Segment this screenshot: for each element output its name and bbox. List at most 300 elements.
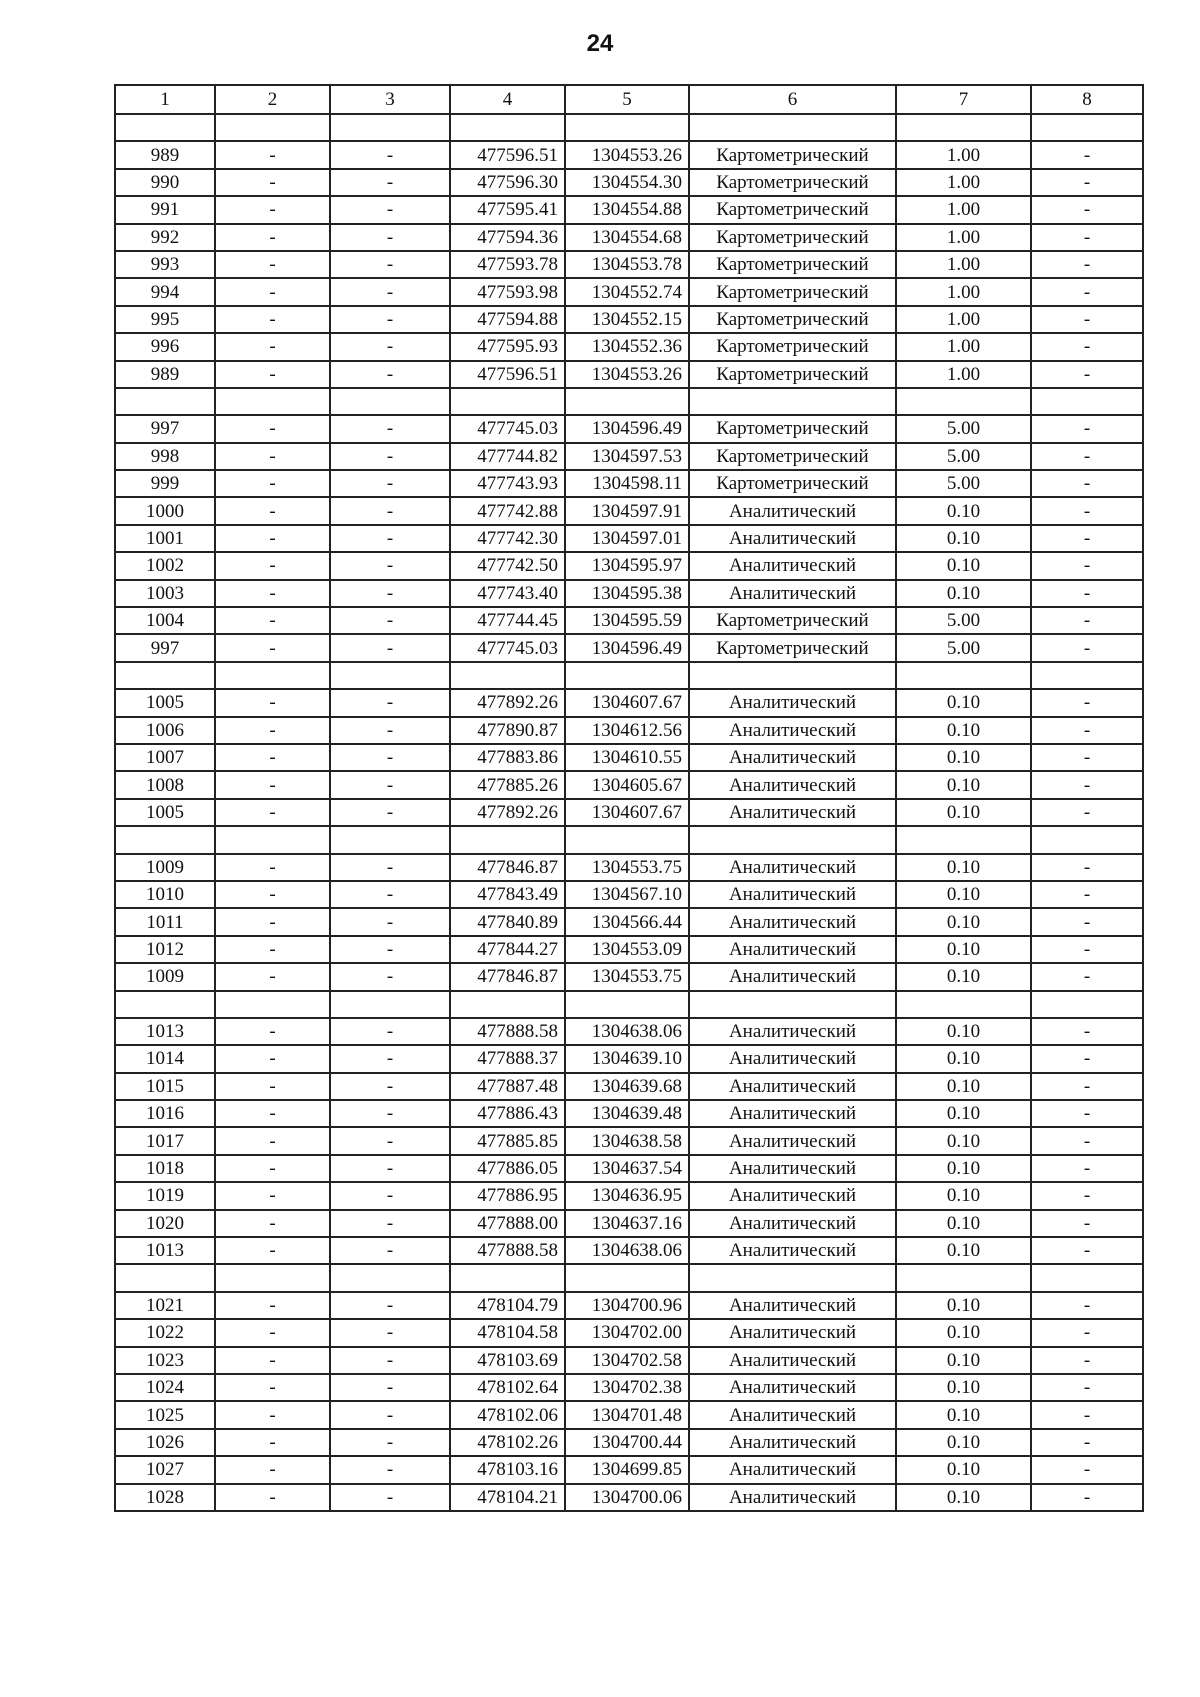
table-cell: Аналитический [689,1401,896,1428]
table-cell: - [330,1127,450,1154]
table-cell: 1304554.68 [565,224,689,251]
table-row [115,854,1143,881]
table-cell: - [330,1347,450,1374]
empty-cell [215,388,330,415]
table-row [115,1018,1143,1045]
table-cell: - [1031,1292,1143,1319]
table-cell: 1015 [115,1073,215,1100]
separator-row [115,662,1143,689]
table-row [115,224,1143,251]
table-cell: 477744.45 [450,607,565,634]
table-cell: 477596.30 [450,169,565,196]
table-cell: 1304597.91 [565,497,689,524]
header-row [115,85,1143,114]
table-cell: 477742.88 [450,497,565,524]
table-cell: Аналитический [689,1319,896,1346]
table-cell: 994 [115,278,215,305]
table-cell: - [215,361,330,388]
table-cell: 1304553.09 [565,936,689,963]
table-cell: 0.10 [896,497,1031,524]
table-row [115,771,1143,798]
table-cell: 0.10 [896,1401,1031,1428]
table-cell: Картометрический [689,361,896,388]
table-row [115,1073,1143,1100]
table-cell: - [215,196,330,223]
table-cell: Аналитический [689,580,896,607]
table-cell: 0.10 [896,1018,1031,1045]
empty-cell [330,826,450,853]
table-cell: - [330,1374,450,1401]
empty-cell [450,388,565,415]
column-header: 7 [896,85,1031,114]
empty-cell [450,1264,565,1291]
table-cell: 997 [115,634,215,661]
table-cell: 1020 [115,1210,215,1237]
table-cell: - [330,1319,450,1346]
table-cell: - [215,1182,330,1209]
table-cell: - [215,1073,330,1100]
table-cell: 0.10 [896,854,1031,881]
empty-cell [450,662,565,689]
table-cell: 1304637.54 [565,1155,689,1182]
table-cell: 0.10 [896,689,1031,716]
table-cell: 0.10 [896,552,1031,579]
table-cell: 1304700.44 [565,1429,689,1456]
table-cell: 1006 [115,717,215,744]
table-cell: 477594.88 [450,306,565,333]
table-cell: - [330,717,450,744]
table-cell: 1.00 [896,224,1031,251]
table-cell: Аналитический [689,1237,896,1264]
table-cell: 1304700.06 [565,1484,689,1511]
table-cell: - [330,744,450,771]
table-cell: 477883.86 [450,744,565,771]
empty-cell [565,388,689,415]
table-row [115,1401,1143,1428]
column-header: 8 [1031,85,1143,114]
table-cell: - [215,1374,330,1401]
empty-cell [1031,662,1143,689]
table-cell: 991 [115,196,215,223]
empty-cell [330,662,450,689]
table-cell: - [215,963,330,990]
empty-cell [450,826,565,853]
table-cell: 1304567.10 [565,881,689,908]
column-header: 5 [565,85,689,114]
table-cell: 1304607.67 [565,689,689,716]
table-cell: - [330,1210,450,1237]
coordinates-table [114,84,1144,1512]
table-cell: - [330,1045,450,1072]
table-row [115,470,1143,497]
empty-cell [330,991,450,1018]
table-cell: 1004 [115,607,215,634]
table-cell: 0.10 [896,1127,1031,1154]
table-cell: - [1031,1210,1143,1237]
table-row [115,278,1143,305]
table-cell: 0.10 [896,1210,1031,1237]
table-cell: - [330,689,450,716]
table-cell: 1304596.49 [565,415,689,442]
table-cell: 1.00 [896,251,1031,278]
table-cell: 0.10 [896,1292,1031,1319]
table-cell: - [215,1292,330,1319]
table-cell: Аналитический [689,1484,896,1511]
table-cell: - [330,634,450,661]
table-cell: Аналитический [689,1456,896,1483]
table-cell: - [330,1100,450,1127]
table-cell: 1027 [115,1456,215,1483]
empty-cell [896,114,1031,141]
table-cell: - [1031,771,1143,798]
table-cell: - [1031,634,1143,661]
table-cell: 1026 [115,1429,215,1456]
table-cell: 478102.64 [450,1374,565,1401]
table-cell: - [1031,1319,1143,1346]
table-cell: 477892.26 [450,689,565,716]
table-cell: 477890.87 [450,717,565,744]
table-cell: 1304566.44 [565,908,689,935]
empty-cell [330,114,450,141]
empty-cell [689,991,896,1018]
table-row [115,1484,1143,1511]
table-cell: - [1031,1100,1143,1127]
separator-row [115,388,1143,415]
table-cell: 477596.51 [450,361,565,388]
empty-cell [1031,114,1143,141]
table-cell: 1016 [115,1100,215,1127]
table-row [115,881,1143,908]
separator-row [115,826,1143,853]
empty-cell [1031,991,1143,1018]
table-cell: 1304552.74 [565,278,689,305]
table-cell: 0.10 [896,771,1031,798]
table-cell: - [1031,333,1143,360]
table-cell: - [1031,1155,1143,1182]
table-cell: 1007 [115,744,215,771]
table-cell: - [215,799,330,826]
empty-cell [115,662,215,689]
table-cell: - [1031,1182,1143,1209]
empty-cell [115,1264,215,1291]
table-cell: Картометрический [689,607,896,634]
table-row [115,908,1143,935]
table-cell: 1304553.75 [565,963,689,990]
table-cell: 477742.50 [450,552,565,579]
table-row [115,552,1143,579]
table-cell: 0.10 [896,799,1031,826]
table-cell: - [330,1456,450,1483]
table-cell: 0.10 [896,1319,1031,1346]
table-cell: 1018 [115,1155,215,1182]
page-number: 24 [586,30,614,57]
table-cell: - [330,1237,450,1264]
table-cell: - [330,1401,450,1428]
table-row [115,1374,1143,1401]
table-cell: - [330,908,450,935]
table-cell: - [1031,1018,1143,1045]
column-header: 6 [689,85,896,114]
table-cell: - [215,1456,330,1483]
empty-cell [215,1264,330,1291]
column-header: 1 [115,85,215,114]
table-cell: Аналитический [689,1429,896,1456]
table-cell: - [1031,689,1143,716]
table-cell: 1304638.58 [565,1127,689,1154]
table-row [115,1237,1143,1264]
table-cell: - [330,333,450,360]
table-cell: - [1031,607,1143,634]
table-cell: - [215,470,330,497]
empty-cell [215,662,330,689]
empty-cell [565,826,689,853]
table-cell: Аналитический [689,936,896,963]
table-cell: Аналитический [689,1018,896,1045]
table-row [115,689,1143,716]
table-cell: 998 [115,443,215,470]
table-cell: 477596.51 [450,141,565,168]
table-row [115,1292,1143,1319]
table-cell: - [330,1292,450,1319]
table-cell: 1304598.11 [565,470,689,497]
table-cell: 0.10 [896,1484,1031,1511]
table-cell: - [1031,525,1143,552]
table-cell: 477594.36 [450,224,565,251]
table-cell: Картометрический [689,333,896,360]
table-cell: 989 [115,361,215,388]
table-cell: - [215,525,330,552]
table-cell: 477886.05 [450,1155,565,1182]
table-cell: 1013 [115,1018,215,1045]
table-cell: - [215,306,330,333]
table-row [115,333,1143,360]
table-cell: 1013 [115,1237,215,1264]
table-cell: 477744.82 [450,443,565,470]
table-cell: 477743.40 [450,580,565,607]
table-cell: - [215,717,330,744]
table-cell: - [330,141,450,168]
table-cell: 1304553.75 [565,854,689,881]
table-cell: - [215,1210,330,1237]
table-cell: 477888.58 [450,1018,565,1045]
table-row [115,607,1143,634]
table-cell: - [1031,470,1143,497]
table-cell: 0.10 [896,1155,1031,1182]
table-cell: Аналитический [689,1127,896,1154]
table-cell: Картометрический [689,196,896,223]
table-cell: 1304553.78 [565,251,689,278]
table-cell: Аналитический [689,717,896,744]
table-cell: Аналитический [689,799,896,826]
table-cell: 0.10 [896,908,1031,935]
table-cell: - [330,854,450,881]
table-cell: 996 [115,333,215,360]
table-cell: 1304700.96 [565,1292,689,1319]
column-header: 2 [215,85,330,114]
table-cell: 1304702.38 [565,1374,689,1401]
table-cell: 5.00 [896,470,1031,497]
table-cell: - [215,881,330,908]
empty-cell [689,1264,896,1291]
table-cell: - [215,1484,330,1511]
table-cell: 1025 [115,1401,215,1428]
table-cell: 477886.95 [450,1182,565,1209]
table-cell: - [1031,169,1143,196]
table-cell: - [215,169,330,196]
table-cell: Аналитический [689,908,896,935]
table-cell: 1028 [115,1484,215,1511]
table-cell: 1304554.30 [565,169,689,196]
table-row [115,634,1143,661]
table-cell: 0.10 [896,936,1031,963]
table-row [115,799,1143,826]
table-cell: 1304595.38 [565,580,689,607]
table-cell: 0.10 [896,881,1031,908]
table-cell: 478104.79 [450,1292,565,1319]
separator-row [115,114,1143,141]
table-cell: - [330,936,450,963]
table-cell: 1304596.49 [565,634,689,661]
table-cell: 1009 [115,854,215,881]
table-cell: 478102.06 [450,1401,565,1428]
table-cell: - [215,1018,330,1045]
table-cell: - [1031,854,1143,881]
table-cell: - [215,415,330,442]
table-cell: Картометрический [689,470,896,497]
table-cell: 1.00 [896,306,1031,333]
table-cell: - [215,278,330,305]
empty-cell [215,826,330,853]
table-cell: 1304595.97 [565,552,689,579]
table-cell: 0.10 [896,1182,1031,1209]
table-cell: - [330,799,450,826]
table-cell: 1304639.10 [565,1045,689,1072]
table-cell: 1304612.56 [565,717,689,744]
table-cell: 1024 [115,1374,215,1401]
table-cell: 0.10 [896,1347,1031,1374]
table-cell: - [330,443,450,470]
table-row [115,1155,1143,1182]
table-cell: - [1031,1073,1143,1100]
table-cell: 1.00 [896,278,1031,305]
table-cell: 477892.26 [450,799,565,826]
table-cell: Аналитический [689,963,896,990]
empty-cell [896,826,1031,853]
table-cell: 1304554.88 [565,196,689,223]
table-row [115,1319,1143,1346]
table-row [115,415,1143,442]
table-cell: 1304553.26 [565,361,689,388]
table-cell: - [215,1319,330,1346]
table-cell: - [215,1237,330,1264]
table-cell: - [215,607,330,634]
table-body [115,114,1143,1511]
table-cell: 0.10 [896,1073,1031,1100]
table-cell: 477742.30 [450,525,565,552]
table-cell: 0.10 [896,525,1031,552]
table-cell: 1023 [115,1347,215,1374]
table-cell: - [330,580,450,607]
table-row [115,196,1143,223]
table-cell: - [330,306,450,333]
table-cell: - [330,525,450,552]
table-cell: - [1031,1045,1143,1072]
table-cell: 1009 [115,963,215,990]
table-cell: - [1031,963,1143,990]
table-cell: 1008 [115,771,215,798]
table-cell: 1304553.26 [565,141,689,168]
table-cell: 1304607.67 [565,799,689,826]
table-cell: 477888.58 [450,1237,565,1264]
table-cell: - [215,1045,330,1072]
table-cell: Аналитический [689,881,896,908]
table-cell: 1304637.16 [565,1210,689,1237]
table-cell: Аналитический [689,1100,896,1127]
table-cell: - [1031,443,1143,470]
table-cell: 0.10 [896,1045,1031,1072]
table-cell: - [330,497,450,524]
table-row [115,141,1143,168]
table-cell: 477595.41 [450,196,565,223]
table-cell: - [215,771,330,798]
table-cell: - [1031,1484,1143,1511]
table-cell: 1304699.85 [565,1456,689,1483]
table-cell: 1304701.48 [565,1401,689,1428]
table-cell: - [1031,908,1143,935]
empty-cell [565,1264,689,1291]
empty-cell [215,991,330,1018]
table-cell: Аналитический [689,689,896,716]
table-cell: 993 [115,251,215,278]
table-cell: 477888.37 [450,1045,565,1072]
table-cell: 1022 [115,1319,215,1346]
table-row [115,580,1143,607]
table-cell: 477840.89 [450,908,565,935]
column-header: 3 [330,85,450,114]
table-cell: - [1031,141,1143,168]
table-cell: 1304610.55 [565,744,689,771]
table-cell: 1003 [115,580,215,607]
table-cell: Аналитический [689,1182,896,1209]
table-cell: - [330,963,450,990]
table-cell: - [330,470,450,497]
table-cell: 1304638.06 [565,1237,689,1264]
separator-row [115,1264,1143,1291]
table-cell: - [1031,1401,1143,1428]
empty-cell [115,991,215,1018]
table-cell: 0.10 [896,963,1031,990]
table-cell: - [1031,552,1143,579]
table-cell: - [1031,799,1143,826]
table-cell: Картометрический [689,141,896,168]
table-cell: Аналитический [689,744,896,771]
empty-cell [450,114,565,141]
table-row [115,717,1143,744]
table-cell: - [215,251,330,278]
table-cell: 477843.49 [450,881,565,908]
table-cell: - [1031,196,1143,223]
table-cell: - [215,443,330,470]
table-cell: - [330,361,450,388]
table-cell: - [1031,1237,1143,1264]
table-cell: - [215,141,330,168]
table-cell: - [330,196,450,223]
empty-cell [689,114,896,141]
table-row [115,497,1143,524]
table-cell: - [1031,278,1143,305]
table-cell: - [1031,717,1143,744]
table-row [115,963,1143,990]
